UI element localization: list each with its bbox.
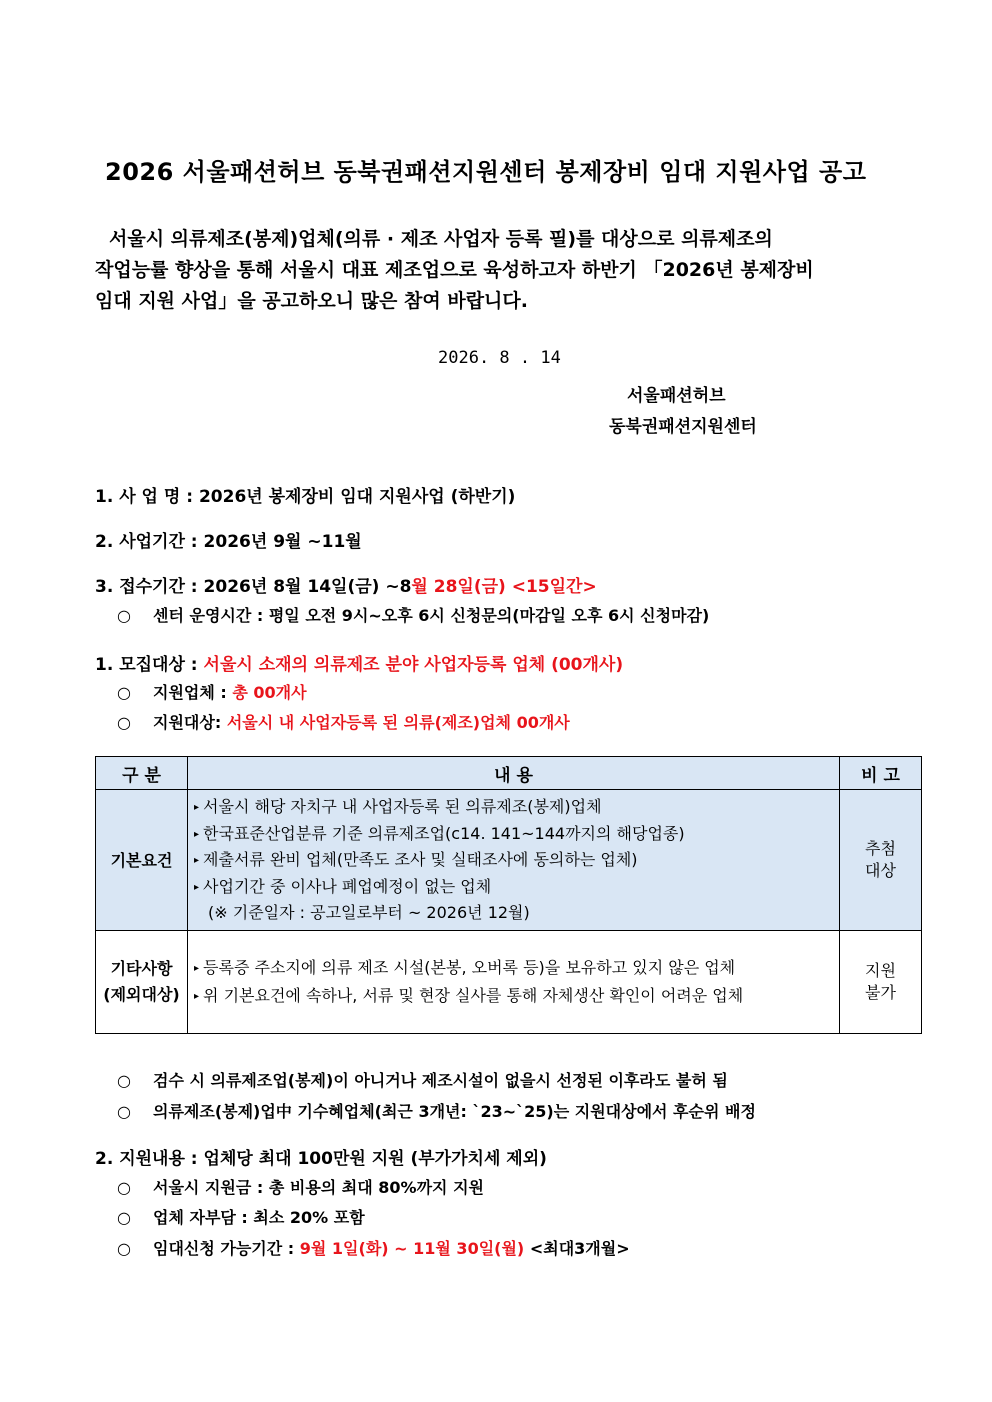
header-remark: 비 고 <box>840 757 922 790</box>
announcement-date: 2026. 8 . 14 <box>438 348 561 368</box>
recruit-target-value: 서울시 소재의 의류제조 분야 사업자등록 업체 (00개사) <box>203 655 624 675</box>
triangle-bullet-icon: ▸ <box>194 962 200 974</box>
rental-period-max: <최대3개월> <box>529 1239 630 1258</box>
circle-bullet: ○ <box>117 1208 131 1227</box>
circle-bullet: ○ <box>117 1102 131 1121</box>
intro-line-2: 작업능률 향상을 통해 서울시 대표 제조업으로 육성하고자 하반기 「2026년 봉제장비 <box>95 259 814 281</box>
content-item: ▸ 위 기본요건에 속하나, 서류 및 현장 실사를 통해 자체생산 확인이 어려운 업체 <box>194 985 744 1005</box>
note-line <box>117 1099 756 1122</box>
row-remark: 지원 불가 <box>840 930 922 1033</box>
reception-period-line <box>95 572 597 597</box>
reception-period-value: 2026년 8월 14일(금) ~8 <box>203 577 412 597</box>
table-row <box>96 790 922 931</box>
content-item: ▸ 한국표준산업분류 기준 의류제조업(c14. 141~144까지의 해당업종) <box>194 823 685 843</box>
note-line <box>117 1068 728 1091</box>
support-content-heading: 2. 지원내용 : 업체당 최대 100만원 지원 (부가가치세 제외) <box>95 1149 547 1169</box>
project-name-value: 2026년 봉제장비 임대 지원사업 (하반기) <box>198 487 516 507</box>
rental-period-value: 9월 1일(화) ~ 11월 30일(월) <box>299 1239 525 1258</box>
organization-name: 서울패션허브 <box>627 386 726 406</box>
project-name-label: 1. 사 업 명 : <box>95 487 194 507</box>
row-content <box>188 930 840 1033</box>
header-category: 구 분 <box>96 757 188 790</box>
rental-period-line <box>117 1236 630 1259</box>
circle-bullet: ○ <box>117 606 131 625</box>
project-period-line <box>95 527 362 552</box>
content-item: ▸ 제출서류 완비 업체(만족도 조사 및 실태조사에 동의하는 업체) <box>194 850 638 869</box>
circle-bullet: ○ <box>117 1239 131 1258</box>
row-remark: 추첨 대상 <box>840 790 922 931</box>
header-content: 내 용 <box>188 757 840 790</box>
recruit-target-label: 1. 모집대상 : <box>95 655 198 675</box>
table-header-row <box>96 757 922 790</box>
rental-period-label: 임대신청 가능기간 : <box>153 1239 295 1258</box>
row-content <box>188 790 840 931</box>
support-target-label: 지원대상: <box>153 713 222 732</box>
support-item-line <box>117 1175 484 1198</box>
triangle-bullet-icon: ▸ <box>194 990 200 1002</box>
reception-period-value-red: 월 28일(금) <15일간> <box>411 577 597 597</box>
circle-bullet: ○ <box>117 1178 131 1197</box>
support-item-line <box>117 1205 365 1228</box>
content-item: ▸ 사업기간 중 이사나 폐업예정이 없는 업체 <box>194 876 492 896</box>
project-period-value: 2026년 9월 ~11월 <box>203 532 362 552</box>
content-item: ▸ 등록증 주소지에 의류 제조 시설(본봉, 오버록 등)을 보유하고 있지 않은 업체 <box>194 957 736 977</box>
triangle-bullet-icon: ▸ <box>194 802 200 813</box>
requirements-table <box>95 756 922 1034</box>
support-count-line <box>117 680 307 703</box>
support-count-label: 지원업체 : <box>153 683 227 702</box>
operating-hours-text: 센터 운영시간 : 평일 오전 9시~오후 6시 신청문의(마감일 오후 6시 신청마감) <box>153 606 710 625</box>
intro-paragraph <box>95 224 915 317</box>
intro-line-3: 임대 지원 사업」을 공고하오니 많은 참여 바랍니다. <box>95 290 528 312</box>
triangle-bullet-icon: ▸ <box>194 881 200 893</box>
support-item-text: 서울시 지원금 : 총 비용의 최대 80%까지 지원 <box>153 1178 484 1197</box>
note-text: 의류제조(봉제)업中 기수혜업체(최근 3개년: `23~`25)는 지원대상에서 후순위 배정 <box>153 1102 756 1121</box>
note-text: 검수 시 의류제조업(봉제)이 아니거나 제조시설이 없을시 선정된 이후라도 불허 됨 <box>153 1071 728 1090</box>
content-item: ▸ 서울시 해당 자치구 내 사업자등록 된 의류제조(봉제)업체 <box>194 797 602 816</box>
project-period-label: 2. 사업기간 : <box>95 532 198 552</box>
organization-center: 동북권패션지원센터 <box>609 417 757 437</box>
triangle-bullet-icon: ▸ <box>194 855 200 866</box>
circle-bullet: ○ <box>117 713 131 732</box>
support-item-text: 업체 자부담 : 최소 20% 포함 <box>153 1208 365 1227</box>
table-row <box>96 930 922 1033</box>
support-target-value: 서울시 내 사업자등록 된 의류(제조)업체 00개사 <box>226 713 570 732</box>
page-title: 2026 서울패션허브 동북권패션지원센터 봉제장비 임대 지원사업 공고 <box>105 158 867 186</box>
content-note: (※ 기준일자 : 공고일로부터 ~ 2026년 12월) <box>208 903 530 922</box>
row-category: 기타사항 (제외대상) <box>96 930 188 1033</box>
support-count-value: 총 00개사 <box>232 683 307 702</box>
operating-hours-line <box>117 603 709 626</box>
intro-line-1: 서울시 의류제조(봉제)업체(의류 · 제조 사업자 등록 필)를 대상으로 의류제조의 <box>109 228 773 250</box>
circle-bullet: ○ <box>117 1071 131 1090</box>
support-target-line <box>117 710 570 733</box>
project-name-line <box>95 482 515 507</box>
circle-bullet: ○ <box>117 683 131 702</box>
row-category: 기본요건 <box>96 790 188 931</box>
reception-period-label: 3. 접수기간 : <box>95 577 198 597</box>
triangle-bullet-icon: ▸ <box>194 828 200 840</box>
recruit-target-line <box>95 650 623 675</box>
